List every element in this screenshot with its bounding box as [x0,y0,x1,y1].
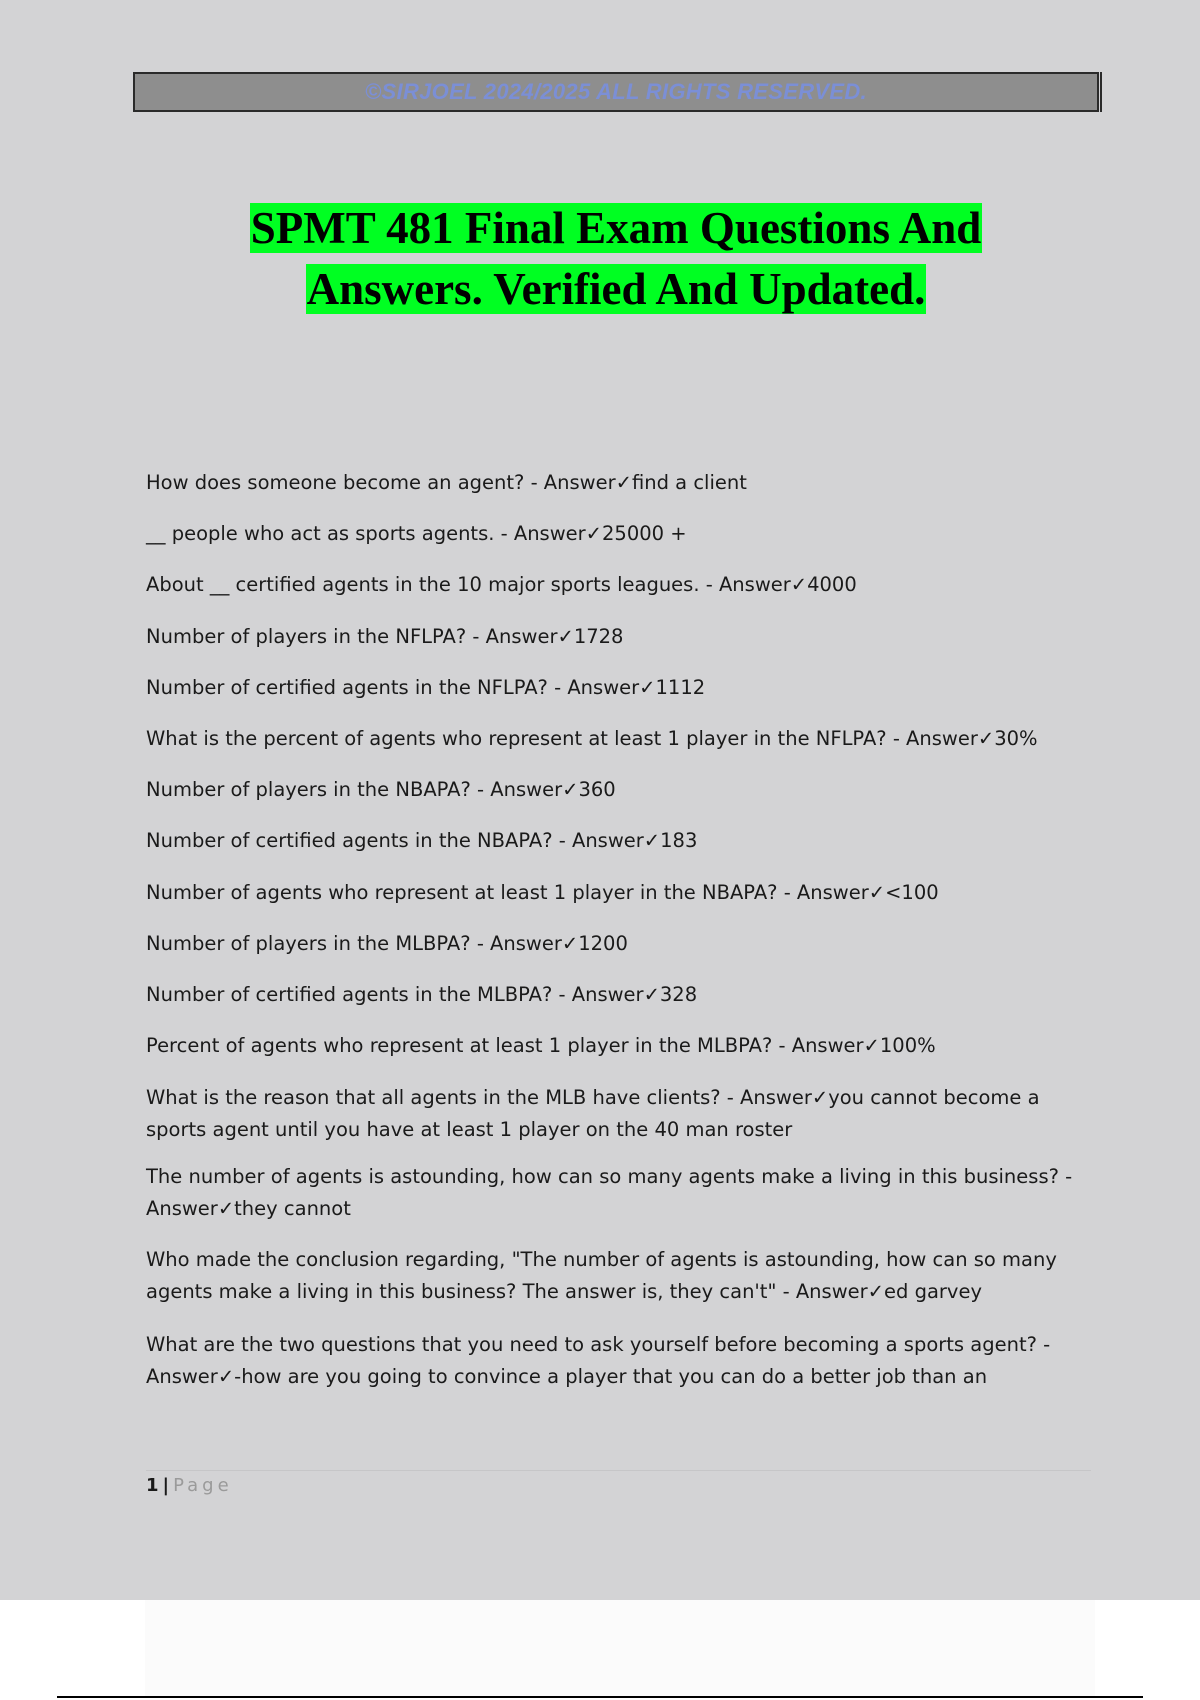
qa-item: Who made the conclusion regarding, "The number of agents is astounding, how can so many agents make a living in this business? The answer is, they can't" - Answer✓ed garvey [146,1248,1057,1303]
title-line-1: SPMT 481 Final Exam Questions And [250,203,982,253]
document-title [150,198,1082,320]
next-page-preview [145,1600,1095,1698]
page-separator: | [162,1475,170,1496]
qa-item: Number of certified agents in the MLBPA? - Answer✓328 [146,983,698,1006]
title-line-2: Answers. Verified And Updated. [306,264,926,314]
qa-item: What are the two questions that you need to ask yourself before becoming a sports agent? - Answer✓-how are you going to convince a player that you can do a better job than an [146,1333,1051,1388]
copyright-banner [133,72,1099,112]
qa-item: Number of players in the MLBPA? - Answer✓1200 [146,932,628,955]
copyright-text: ©SIRJOEL 2024/2025 ALL RIGHTS RESERVED. [365,79,867,104]
qa-item: __ people who act as sports agents. - Answer✓25000 + [146,522,687,545]
qa-item: How does someone become an agent? - Answer✓find a client [146,471,747,494]
qa-item: Number of players in the NFLPA? - Answer✓1728 [146,625,624,648]
qa-item: Percent of agents who represent at least 1 player in the MLBPA? - Answer✓100% [146,1034,936,1057]
qa-item: What is the reason that all agents in the MLB have clients? - Answer✓you cannot become a sports agent until you have at least 1 player on the 40 man roster [146,1086,1040,1141]
qa-item: Number of agents who represent at least 1 player in the NBAPA? - Answer✓<100 [146,881,939,904]
qa-item: About __ certified agents in the 10 major sports leagues. - Answer✓4000 [146,573,857,596]
qa-item: Number of players in the NBAPA? - Answer✓360 [146,778,616,801]
qa-item: Number of certified agents in the NBAPA? - Answer✓183 [146,829,698,852]
page-label: Page [173,1475,233,1496]
qa-item: What is the percent of agents who represent at least 1 player in the NFLPA? - Answer✓30% [146,727,1038,750]
page-number: 1 [146,1475,159,1496]
bottom-divider [57,1696,1143,1698]
qa-item: Number of certified agents in the NFLPA? - Answer✓1112 [146,676,706,699]
page-footer [146,1470,1091,1496]
qa-item: The number of agents is astounding, how can so many agents make a living in this business? - Answer✓they cannot [146,1165,1073,1220]
